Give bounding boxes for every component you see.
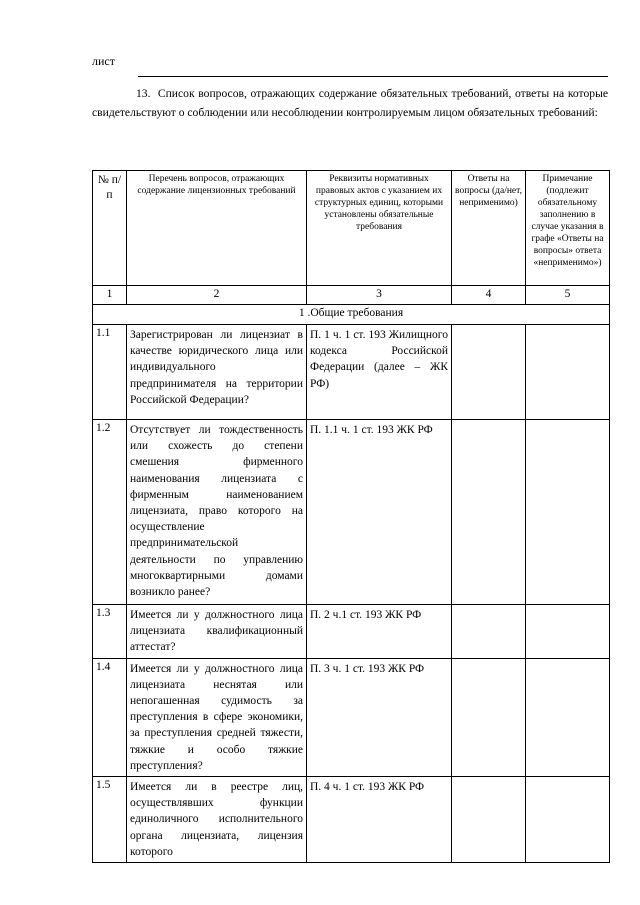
row-answer-cell xyxy=(452,658,526,776)
row-question: Имеется ли в реестре лиц, осуществлявших функции единоличного исполнительного органа лицензиата, лицензия которого xyxy=(127,777,307,863)
row-question: Имеется ли у должностного лица лицензиата квалификационный аттестат? xyxy=(127,605,307,659)
row-note-cell xyxy=(526,420,610,605)
section-title: 1 .Общие требования xyxy=(93,305,610,325)
header-references: Реквизиты нормативных правовых актов с указанием их структурных единиц, которыми установлены обязательные требования xyxy=(307,171,452,286)
row-number: 1.1 xyxy=(93,325,127,420)
separator-line xyxy=(138,76,608,77)
header-notes: Примечание (подлежит обязательному заполнению в случае указания в графе «Ответы на вопросы» ответа «неприменимо») xyxy=(526,171,610,286)
row-question: Зарегистрирован ли лицензиат в качестве юридического лица или индивидуального предпринимателя на территории Российской Федерации? xyxy=(127,325,307,420)
intro-paragraph xyxy=(92,84,608,122)
table-row xyxy=(93,658,610,776)
header-answers: Ответы на вопросы (да/нет, неприменимо) xyxy=(452,171,526,286)
column-number-row xyxy=(93,286,610,305)
row-number: 1.2 xyxy=(93,420,127,605)
row-answer-cell xyxy=(452,325,526,420)
column-number: 3 xyxy=(307,286,452,305)
row-reference: П. 2 ч.1 ст. 193 ЖК РФ xyxy=(307,605,452,659)
row-note-cell xyxy=(526,777,610,863)
table-row xyxy=(93,420,610,605)
sheet-label: лист xyxy=(92,54,115,68)
row-reference: П. 1.1 ч. 1 ст. 193 ЖК РФ xyxy=(307,420,452,605)
row-answer-cell xyxy=(452,777,526,863)
requirements-table xyxy=(92,170,610,863)
row-number: 1.4 xyxy=(93,658,127,776)
table-row xyxy=(93,325,610,420)
row-question: Имеется ли у должностного лица лицензиата неснятая или непогашенная судимость за преступления в сфере экономики, за преступления средней тяжести, тяжкие и особо тяжкие преступления? xyxy=(127,658,307,776)
row-answer-cell xyxy=(452,420,526,605)
table-row xyxy=(93,605,610,659)
row-answer-cell xyxy=(452,605,526,659)
section-row xyxy=(93,305,610,325)
row-reference: П. 1 ч. 1 ст. 193 Жилищного кодекса Российской Федерации (далее – ЖК РФ) xyxy=(307,325,452,420)
column-number: 4 xyxy=(452,286,526,305)
column-number: 1 xyxy=(93,286,127,305)
row-reference: П. 4 ч. 1 ст. 193 ЖК РФ xyxy=(307,777,452,863)
row-note-cell xyxy=(526,658,610,776)
column-number: 2 xyxy=(127,286,307,305)
row-reference: П. 3 ч. 1 ст. 193 ЖК РФ xyxy=(307,658,452,776)
intro-text: Список вопросов, отражающих содержание обязательных требований, ответы на которые свидетельствуют о соблюдении или несоблюдении контролируемым лицом обязательных требований: xyxy=(92,87,609,119)
table-header-row xyxy=(93,171,610,286)
table-row xyxy=(93,777,610,863)
row-question: Отсутствует ли тождественность или схожесть до степени смешения фирменного наименования лицензиата с фирменным наименованием лицензиата, право которого на осуществление предпринимательской деятельности по управлению многоквартирными домами возникло ранее? xyxy=(127,420,307,605)
row-number: 1.3 xyxy=(93,605,127,659)
header-questions: Перечень вопросов, отражающих содержание лицензионных требований xyxy=(127,171,307,286)
row-note-cell xyxy=(526,605,610,659)
column-number: 5 xyxy=(526,286,610,305)
row-number: 1.5 xyxy=(93,777,127,863)
row-note-cell xyxy=(526,325,610,420)
intro-number: 13. xyxy=(136,87,151,100)
header-number: № п/п xyxy=(93,171,127,286)
